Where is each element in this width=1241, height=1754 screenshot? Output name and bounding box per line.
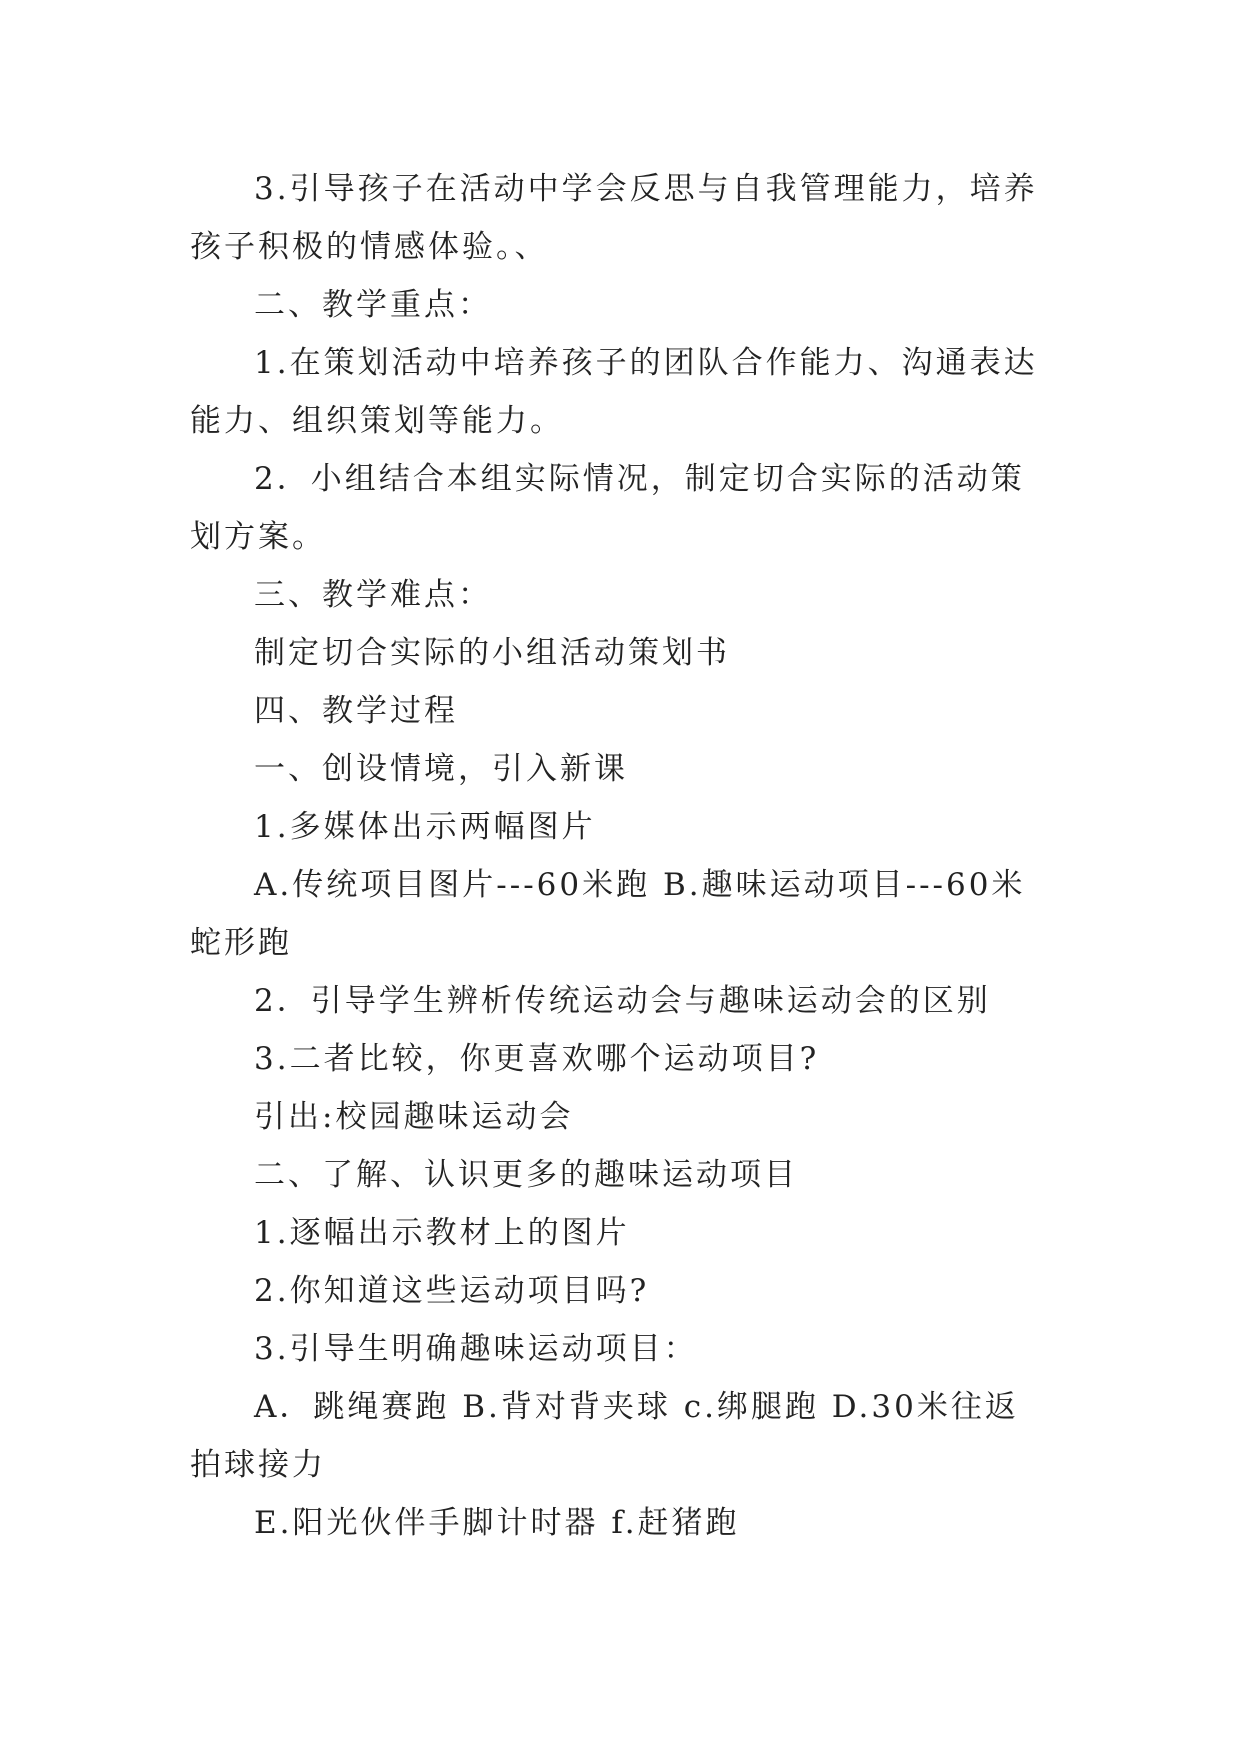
heading-teaching-focus: 二、教学重点： (254, 287, 492, 323)
list-item: 2.你知道这些运动项目吗? (254, 1273, 650, 1309)
list-item: A．跳绳赛跑 B.背对背夹球 c.绑腿跑 D.30米往返拍球接力 (190, 1389, 1019, 1483)
heading-section-2: 二、了解、认识更多的趣味运动项目 (254, 1157, 798, 1193)
list-item: 3.二者比较，你更喜欢哪个运动项目? (254, 1041, 820, 1077)
list-item: 1.多媒体出示两幅图片 (254, 809, 596, 845)
paragraph-difficulty: 制定切合实际的小组活动策划书 (254, 635, 730, 671)
list-item: 2．引导学生辨析传统运动会与趣味运动会的区别 (254, 983, 991, 1019)
list-item: 引出:校园趣味运动会 (254, 1099, 574, 1135)
heading-teaching-process: 四、教学过程 (254, 693, 458, 729)
heading-teaching-difficulty: 三、教学难点： (254, 577, 492, 613)
list-item: 1.逐幅出示教材上的图片 (254, 1215, 630, 1251)
paragraph-focus-2: 2．小组结合本组实际情况，制定切合实际的活动策划方案。 (190, 461, 1025, 555)
list-item: 3.引导生明确趣味运动项目： (254, 1331, 698, 1367)
list-item: A.传统项目图片---60米跑 B.趣味运动项目---60米蛇形跑 (190, 867, 1026, 961)
paragraph-goal-3: 3.引导孩子在活动中学会反思与自我管理能力，培养孩子积极的情感体验。、 (190, 171, 1038, 265)
list-item: E.阳光伙伴手脚计时器 f.赶猪跑 (254, 1505, 740, 1541)
document-body (190, 160, 1050, 1552)
heading-section-1: 一、创设情境，引入新课 (254, 751, 628, 787)
paragraph-focus-1: 1.在策划活动中培养孩子的团队合作能力、沟通表达能力、组织策划等能力。 (190, 345, 1038, 439)
